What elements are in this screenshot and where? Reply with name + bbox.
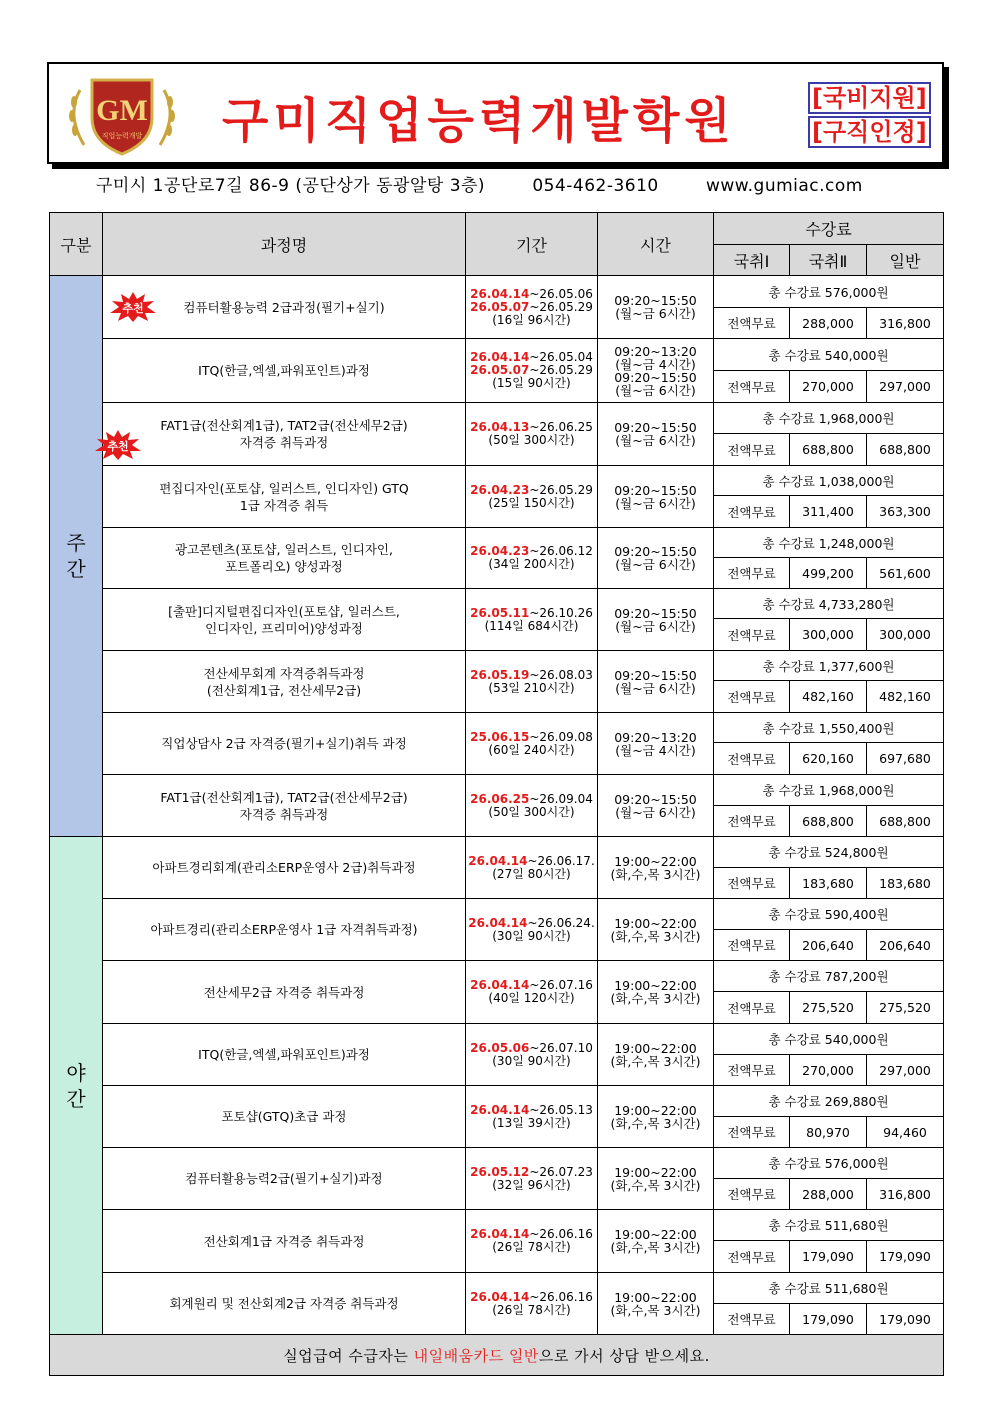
fee-type2: 179,090 — [790, 1241, 867, 1273]
period-duration: (60일 240시간) — [488, 742, 575, 757]
course-row — [50, 339, 944, 371]
time-line: (월~금 6시간) — [615, 306, 696, 321]
time-line: (화,수,목 3시간) — [610, 1115, 701, 1131]
course-row — [50, 1086, 944, 1117]
fee-type2: 270,000 — [790, 1055, 867, 1086]
course-time — [598, 339, 714, 403]
fee-type1: 전액무료 — [714, 806, 790, 837]
fee-general: 482,160 — [867, 681, 944, 713]
time-line: 09:20~15:50 — [614, 791, 697, 807]
period-duration: (30일 90시간) — [492, 928, 571, 943]
badge-job-certified: [구직인정] — [808, 116, 931, 148]
logo-text: GM — [96, 94, 148, 127]
period-end: ~26.06.25 — [529, 420, 593, 434]
time-line: (화,수,목 3시간) — [610, 1302, 701, 1318]
fee-total: 총 수강료 511,680원 — [714, 1210, 944, 1241]
course-name-line: 아파트경리(관리소ERP운영사 1급 자격취득과정) — [150, 922, 418, 937]
course-name — [103, 775, 466, 837]
course-row — [50, 1273, 944, 1304]
fee-total: 총 수강료 1,550,400원 — [714, 713, 944, 743]
fee-total: 총 수강료 787,200원 — [714, 961, 944, 992]
period-end: ~26.05.29 — [529, 482, 593, 497]
badge-gov-support: [국비지원] — [808, 82, 931, 114]
recommend-badge — [110, 292, 156, 322]
time-line: 09:20~15:50 — [614, 369, 697, 385]
course-table — [49, 212, 944, 1376]
fee-total: 총 수강료 1,377,600원 — [714, 651, 944, 681]
course-name-line: [출판]디지털편집디자인(포토샵, 일러스트, — [168, 603, 400, 619]
period-start: 26.05.19 — [470, 667, 530, 682]
period-end: ~26.05.13 — [529, 1102, 593, 1117]
course-period — [466, 961, 598, 1024]
fee-type2: 80,970 — [790, 1117, 867, 1148]
course-name-line: 포토샵(GTQ)초급 과정 — [221, 1109, 347, 1124]
fee-type1: 전액무료 — [714, 1117, 790, 1148]
fee-total: 총 수강료 511,680원 — [714, 1273, 944, 1304]
course-time — [598, 837, 714, 899]
fee-type1: 전액무료 — [714, 1241, 790, 1273]
course-period — [466, 651, 598, 713]
course-period — [466, 837, 598, 899]
fee-general: 363,300 — [867, 496, 944, 528]
time-line: 09:20~15:50 — [614, 293, 697, 308]
period-duration: (15일 90시간) — [492, 376, 571, 390]
fee-general: 697,680 — [867, 743, 944, 775]
fee-type2: 179,090 — [790, 1304, 867, 1335]
course-row — [50, 1024, 944, 1055]
phone: 054-462-3610 — [532, 176, 659, 196]
course-name-line: 컴퓨터활용능력2급(필기+실기)과정 — [185, 1171, 383, 1186]
period-end: ~26.06.12 — [529, 544, 593, 558]
course-period — [466, 403, 598, 466]
course-time — [598, 528, 714, 589]
time-line: (화,수,목 3시간) — [610, 1177, 701, 1193]
time-line: 09:20~13:20 — [614, 729, 697, 745]
footer-notice — [50, 1335, 944, 1376]
course-period — [466, 775, 598, 837]
course-name-line: 자격증 취득과정 — [239, 435, 329, 450]
time-line: (월~금 4시간) — [615, 742, 696, 758]
period-start: 26.04.14 — [470, 1102, 530, 1117]
header-fee-general: 일반 — [867, 245, 944, 276]
course-row — [50, 961, 944, 992]
fee-general: 316,800 — [867, 308, 944, 339]
fee-type1: 전액무료 — [714, 434, 790, 466]
recommend-badge-label: 추천 — [122, 302, 144, 315]
period-duration: (50일 300시간) — [488, 804, 575, 819]
period-start: 26.04.14 — [470, 1227, 530, 1241]
course-name — [103, 837, 466, 899]
course-period — [466, 276, 598, 339]
header-fee: 수강료 — [714, 213, 944, 245]
period-end: ~26.06.24. — [527, 915, 595, 930]
fee-type2: 311,400 — [790, 496, 867, 528]
time-line: 09:20~15:50 — [614, 667, 697, 683]
course-time — [598, 899, 714, 961]
period-start: 26.05.07 — [470, 299, 530, 314]
course-period — [466, 466, 598, 528]
course-period — [466, 1210, 598, 1273]
course-row — [50, 1210, 944, 1241]
fee-type2: 275,520 — [790, 992, 867, 1024]
header-time: 시간 — [598, 213, 714, 276]
time-line: (화,수,목 3시간) — [610, 928, 701, 944]
fee-type1: 전액무료 — [714, 1055, 790, 1086]
period-end: ~26.06.16 — [529, 1227, 593, 1241]
fee-type2: 482,160 — [790, 681, 867, 713]
period-duration: (25일 150시간) — [488, 495, 575, 510]
fee-type1: 전액무료 — [714, 930, 790, 961]
time-line: (월~금 6시간) — [615, 382, 696, 398]
fee-total: 총 수강료 590,400원 — [714, 899, 944, 930]
course-name — [103, 1273, 466, 1335]
period-start: 26.04.14 — [470, 978, 530, 992]
course-name — [103, 899, 466, 961]
fee-type1: 전액무료 — [714, 681, 790, 713]
course-row — [50, 899, 944, 930]
course-row — [50, 589, 944, 619]
footer-text-after: 으로 가서 상담 받으세요. — [538, 1346, 710, 1365]
period-end: ~26.07.23 — [529, 1164, 593, 1179]
period-start: 26.04.14 — [470, 350, 530, 364]
fee-type2: 499,200 — [790, 558, 867, 589]
course-name — [103, 961, 466, 1024]
period-duration: (32일 96시간) — [492, 1177, 571, 1192]
course-name-line: 아파트경리회계(관리소ERP운영사 2급)취득과정 — [152, 860, 416, 875]
header-division: 구분 — [50, 213, 103, 276]
time-line: 19:00~22:00 — [614, 1040, 697, 1056]
fee-type2: 288,000 — [790, 308, 867, 339]
period-start: 26.05.06 — [470, 1040, 530, 1055]
course-period — [466, 713, 598, 775]
day-section-label — [50, 276, 103, 837]
course-row — [50, 1148, 944, 1179]
course-name-line: 컴퓨터활용능력 2급과정(필기+실기) — [183, 299, 385, 315]
course-name — [103, 1148, 466, 1210]
course-name-line: 포트폴리오) 양성과정 — [225, 559, 343, 574]
fee-type2: 270,000 — [790, 371, 867, 403]
time-line: (화,수,목 3시간) — [610, 1240, 701, 1255]
period-end: ~26.09.08 — [529, 729, 593, 744]
fee-type2: 183,680 — [790, 868, 867, 899]
fee-total: 총 수강료 1,038,000원 — [714, 466, 944, 496]
course-period — [466, 339, 598, 403]
time-line: 09:20~15:50 — [614, 482, 697, 498]
course-name-line: 광고콘텐츠(포토샵, 일러스트, 인디자인, — [175, 542, 393, 557]
course-time — [598, 1210, 714, 1273]
section-label-text: 주간 — [66, 531, 86, 581]
course-name-line: FAT1급(전산회계1급), TAT2급(전산세무2급) — [160, 789, 408, 805]
course-name — [103, 466, 466, 528]
fee-general: 300,000 — [867, 619, 944, 651]
period-duration: (34일 200시간) — [488, 557, 575, 571]
footer-text-before: 실업급여 수급자는 — [283, 1346, 414, 1365]
course-time — [598, 403, 714, 466]
period-start: 26.05.11 — [470, 605, 530, 620]
fee-type1: 전액무료 — [714, 496, 790, 528]
fee-total: 총 수강료 540,000원 — [714, 1024, 944, 1055]
fee-type2: 300,000 — [790, 619, 867, 651]
time-line: (화,수,목 3시간) — [610, 991, 701, 1006]
course-time — [598, 961, 714, 1024]
course-row — [50, 775, 944, 806]
course-name — [103, 403, 466, 466]
period-start: 26.04.14 — [470, 1289, 530, 1304]
course-time — [598, 651, 714, 713]
course-time — [598, 713, 714, 775]
time-line: (월~금 6시간) — [615, 495, 696, 511]
period-duration: (114일 684시간) — [484, 618, 579, 633]
course-name — [103, 339, 466, 403]
course-name-line: ITQ(한글,엑셀,파워포인트)과정 — [198, 1047, 370, 1062]
course-period — [466, 528, 598, 589]
period-duration: (13일 39시간) — [492, 1115, 571, 1130]
fee-type2: 206,640 — [790, 930, 867, 961]
contact-line — [96, 171, 863, 196]
time-line: (월~금 6시간) — [615, 433, 696, 448]
logo-subtext: 직업능력개발 — [101, 132, 143, 140]
fee-total: 총 수강료 4,733,280원 — [714, 589, 944, 619]
course-row — [50, 276, 944, 308]
time-line: 09:20~15:50 — [614, 605, 697, 621]
course-row — [50, 403, 944, 434]
time-line: 19:00~22:00 — [614, 1164, 697, 1180]
footer-highlight: 내일배움카드 일반 — [413, 1346, 539, 1365]
section-label-text: 야간 — [66, 1060, 86, 1111]
course-name — [103, 651, 466, 713]
page-title: 구미직업능력개발학원 — [222, 93, 736, 149]
period-start: 26.05.07 — [470, 363, 530, 377]
period-start: 26.05.12 — [470, 1164, 530, 1179]
course-name-line: 직업상담사 2급 자격증(필기+실기)취득 과정 — [161, 736, 407, 751]
period-end: ~26.05.29 — [529, 299, 593, 314]
fee-total: 총 수강료 576,000원 — [714, 276, 944, 308]
fee-type1: 전액무료 — [714, 371, 790, 403]
course-name — [103, 713, 466, 775]
course-name-line: (전산회계1급, 전산세무2급) — [206, 682, 362, 698]
course-name-line: 편집디자인(포토샵, 일러스트, 인디자인) GTQ — [159, 480, 409, 496]
fee-total: 총 수강료 1,248,000원 — [714, 528, 944, 558]
period-end: ~26.07.10 — [529, 1040, 593, 1055]
time-line: (월~금 4시간) — [615, 356, 696, 372]
period-end: ~26.05.06 — [529, 286, 593, 301]
night-section-label — [50, 837, 103, 1335]
course-time — [598, 466, 714, 528]
time-line: 09:20~13:20 — [614, 343, 697, 359]
period-start: 25.06.15 — [470, 729, 530, 744]
fee-type2: 688,800 — [790, 434, 867, 466]
period-duration: (27일 80시간) — [492, 866, 571, 881]
fee-type1: 전액무료 — [714, 308, 790, 339]
fee-type1: 전액무료 — [714, 558, 790, 589]
period-start: 26.04.23 — [470, 544, 530, 558]
time-line: 09:20~15:50 — [614, 544, 697, 559]
course-time — [598, 1024, 714, 1086]
time-line: (화,수,목 3시간) — [610, 1053, 701, 1069]
period-end: ~26.06.17. — [527, 853, 595, 868]
fee-general: 275,520 — [867, 992, 944, 1024]
course-period — [466, 1148, 598, 1210]
fee-type1: 전액무료 — [714, 743, 790, 775]
period-duration: (40일 120시간) — [488, 991, 575, 1005]
course-name — [103, 1024, 466, 1086]
fee-type2: 688,800 — [790, 806, 867, 837]
period-duration: (16일 96시간) — [492, 312, 571, 327]
course-time — [598, 1086, 714, 1148]
period-duration: (50일 300시간) — [488, 433, 575, 447]
fee-total: 총 수강료 1,968,000원 — [714, 403, 944, 434]
fee-total: 총 수강료 540,000원 — [714, 339, 944, 371]
fee-type2: 288,000 — [790, 1179, 867, 1210]
course-row — [50, 713, 944, 743]
course-name — [103, 589, 466, 651]
fee-general: 183,680 — [867, 868, 944, 899]
time-line: (월~금 6시간) — [615, 804, 696, 820]
recommend-badge — [95, 430, 141, 460]
course-name — [103, 276, 466, 339]
fee-general: 688,800 — [867, 434, 944, 466]
course-name-line: 1급 자격증 취득 — [239, 497, 329, 513]
period-end: ~26.05.04 — [529, 350, 593, 364]
time-line: (월~금 6시간) — [615, 557, 696, 572]
time-line: (화,수,목 3시간) — [610, 866, 701, 882]
academy-logo — [62, 70, 182, 158]
fee-total: 총 수강료 269,880원 — [714, 1086, 944, 1117]
course-name-line: 인디자인, 프리미어)양성과정 — [205, 620, 363, 636]
course-period — [466, 1273, 598, 1335]
time-line: 19:00~22:00 — [614, 1102, 697, 1118]
header-course: 과정명 — [103, 213, 466, 276]
course-name-line: 자격증 취득과정 — [239, 806, 329, 822]
time-line: (월~금 6시간) — [615, 618, 696, 634]
period-start: 26.04.14 — [468, 853, 528, 868]
period-end: ~26.05.29 — [529, 363, 593, 377]
course-row — [50, 837, 944, 868]
course-row — [50, 651, 944, 681]
course-time — [598, 775, 714, 837]
course-time — [598, 1148, 714, 1210]
fee-type2: 620,160 — [790, 743, 867, 775]
time-line: (월~금 6시간) — [615, 680, 696, 696]
fee-type1: 전액무료 — [714, 619, 790, 651]
course-period — [466, 1024, 598, 1086]
fee-general: 688,800 — [867, 806, 944, 837]
course-time — [598, 1273, 714, 1335]
period-end: ~26.08.03 — [529, 667, 593, 682]
period-start: 26.06.25 — [470, 791, 530, 806]
website[interactable]: www.gumiac.com — [705, 176, 863, 196]
period-start: 26.04.14 — [468, 915, 528, 930]
course-name-line: ITQ(한글,엑셀,파워포인트)과정 — [198, 363, 370, 378]
course-name — [103, 1086, 466, 1148]
recommend-badge-label: 추천 — [107, 440, 129, 453]
course-name-line: 전산회계1급 자격증 취득과정 — [203, 1233, 365, 1249]
fee-general: 297,000 — [867, 371, 944, 403]
time-line: 19:00~22:00 — [614, 1289, 697, 1305]
fee-general: 179,090 — [867, 1304, 944, 1335]
course-name — [103, 1210, 466, 1273]
time-line: 19:00~22:00 — [614, 915, 697, 931]
fee-type1: 전액무료 — [714, 1304, 790, 1335]
fee-general: 179,090 — [867, 1241, 944, 1273]
course-row — [50, 528, 944, 558]
course-time — [598, 589, 714, 651]
period-end: ~26.09.04 — [529, 791, 593, 806]
fee-type1: 전액무료 — [714, 992, 790, 1024]
time-line: 19:00~22:00 — [614, 853, 697, 869]
course-period — [466, 899, 598, 961]
period-start: 26.04.14 — [470, 286, 530, 301]
fee-type1: 전액무료 — [714, 1179, 790, 1210]
fee-general: 206,640 — [867, 930, 944, 961]
address: 구미시 1공단로7길 86-9 (공단상가 동광알탕 3층) — [96, 176, 486, 196]
header-period: 기간 — [466, 213, 598, 276]
fee-total: 총 수강료 524,800원 — [714, 837, 944, 868]
course-name-line: 회계원리 및 전산회계2급 자격증 취득과정 — [169, 1296, 399, 1311]
period-start: 26.04.13 — [470, 420, 530, 434]
course-period — [466, 589, 598, 651]
period-duration: (26일 78시간) — [492, 1302, 571, 1317]
period-duration: (53일 210시간) — [488, 680, 575, 695]
time-line: 09:20~15:50 — [614, 420, 697, 435]
course-name-line: FAT1급(전산회계1급), TAT2급(전산세무2급) — [160, 418, 408, 433]
fee-type1: 전액무료 — [714, 868, 790, 899]
fee-general: 316,800 — [867, 1179, 944, 1210]
period-start: 26.04.23 — [470, 482, 530, 497]
time-line: 19:00~22:00 — [614, 1227, 697, 1242]
period-duration: (26일 78시간) — [492, 1240, 571, 1254]
course-name-line: 전산세무회계 자격증취득과정 — [203, 665, 365, 681]
period-end: ~26.07.16 — [529, 978, 593, 992]
fee-total: 총 수강료 1,968,000원 — [714, 775, 944, 806]
time-line: 19:00~22:00 — [614, 978, 697, 993]
period-duration: (30일 90시간) — [492, 1053, 571, 1068]
header-fee-type2: 국취Ⅱ — [790, 245, 867, 276]
fee-general: 94,460 — [867, 1117, 944, 1148]
course-name-line: 전산세무2급 자격증 취득과정 — [203, 984, 365, 1000]
period-end: ~26.06.16 — [529, 1289, 593, 1304]
fee-total: 총 수강료 576,000원 — [714, 1148, 944, 1179]
course-time — [598, 276, 714, 339]
course-name — [103, 528, 466, 589]
course-row — [50, 466, 944, 496]
period-end: ~26.10.26 — [529, 605, 593, 620]
fee-general: 561,600 — [867, 558, 944, 589]
fee-general: 297,000 — [867, 1055, 944, 1086]
header-fee-type1: 국취Ⅰ — [714, 245, 790, 276]
course-period — [466, 1086, 598, 1148]
